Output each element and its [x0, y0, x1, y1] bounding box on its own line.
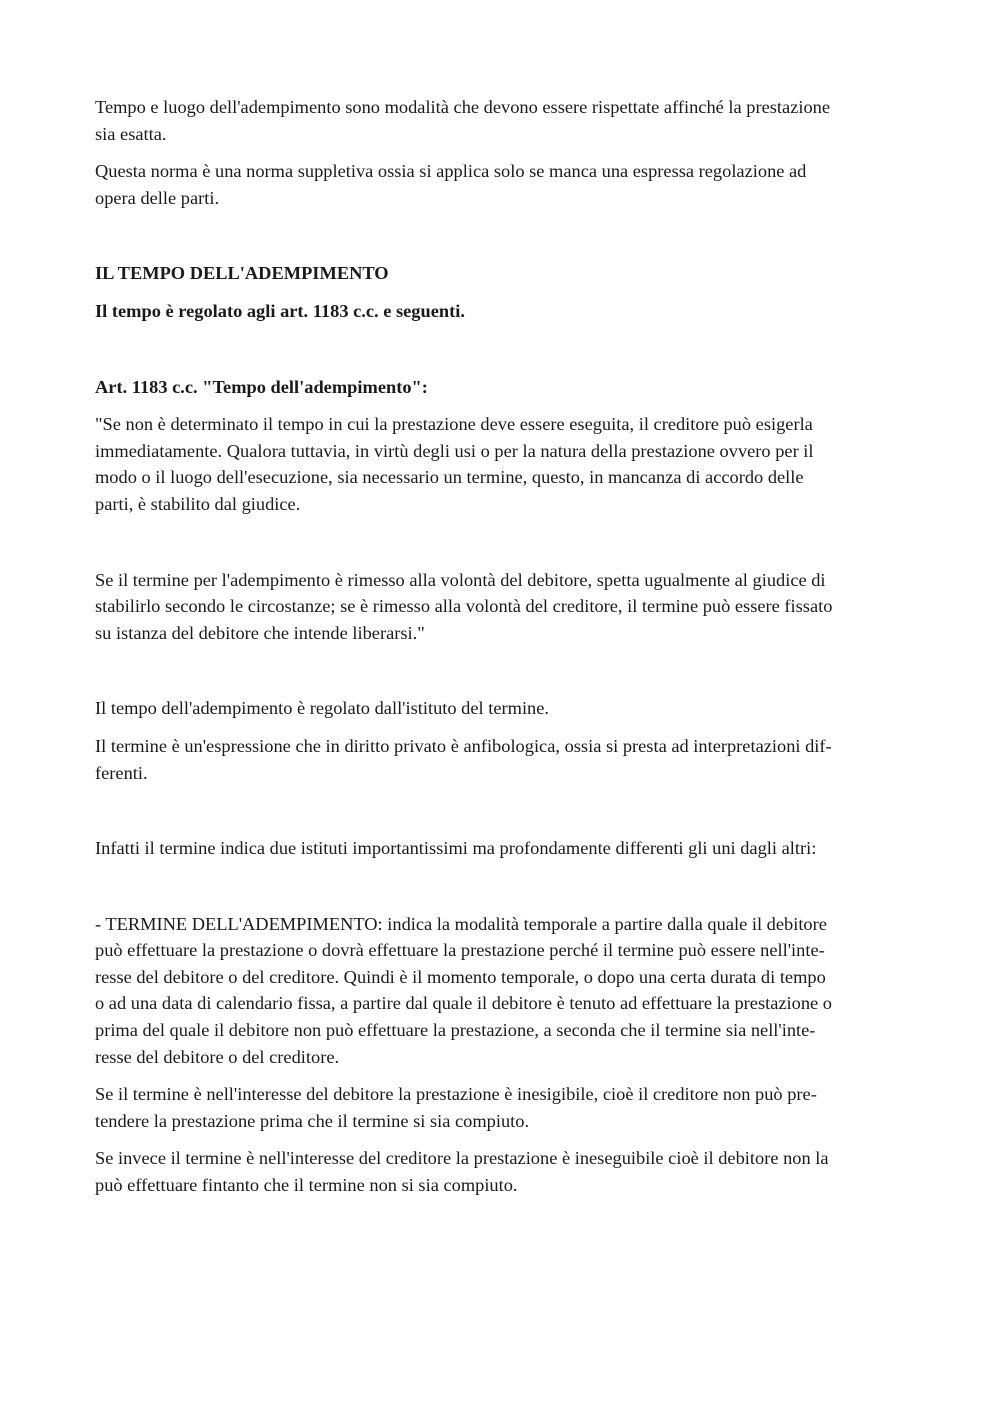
article-heading: [95, 374, 907, 401]
article-quote-paragraph-2: [95, 567, 907, 647]
text-line: ferenti.: [95, 762, 148, 783]
text-line: sia esatta.: [95, 123, 167, 144]
body-paragraph-interesse-creditore: [95, 1145, 907, 1198]
text-line: Il termine è un'espressione che in diritto privato è anfibologica, ossia si presta ad interpretazioni dif-: [95, 735, 832, 756]
text-line: tendere la prestazione prima che il termine si sia compiuto.: [95, 1110, 530, 1131]
text-line: Infatti il termine indica due istituti importantissimi ma profondamente differenti gli uni dagli altri:: [95, 838, 817, 859]
text-line: opera delle parti.: [95, 187, 220, 208]
body-paragraph-termine-intro: [95, 695, 907, 722]
text-line: Se invece il termine è nell'interesse del creditore la prestazione è ineseguibile cioè il debitore non la: [95, 1148, 829, 1169]
text-line: Tempo e luogo dell'adempimento sono modalità che devono essere rispettate affinché la prestazione: [95, 97, 831, 117]
intro-paragraph-2: [95, 158, 907, 211]
text-line: Il tempo dell'adempimento è regolato dall'istituto del termine.: [95, 698, 550, 719]
text-line: Art. 1183 c.c. "Tempo dell'adempimento":: [95, 376, 428, 397]
text-line: IL TEMPO DELL'ADEMPIMENTO: [95, 263, 389, 284]
document-body: [95, 94, 907, 1199]
section-heading: [95, 260, 907, 287]
text-line: immediatamente. Qualora tuttavia, in virtù degli usi o per la natura della prestazione ovvero per il: [95, 440, 814, 461]
section-subheading: [95, 298, 907, 325]
text-line: può effettuare la prestazione o dovrà effettuare la prestazione perché il termine può essere nell'inte-: [95, 940, 825, 961]
text-line: Il tempo è regolato agli art. 1183 c.c. e seguenti.: [95, 300, 465, 321]
text-line: Questa norma è una norma suppletiva ossia si applica solo se manca una espressa regolazione ad: [95, 161, 807, 182]
text-line: modo o il luogo dell'esecuzione, sia necessario un termine, questo, in mancanza di accordo delle: [95, 467, 804, 488]
body-paragraph-anfibologica: [95, 733, 907, 786]
text-line: "Se non è determinato il tempo in cui la prestazione deve essere eseguita, il creditore può esigerla: [95, 414, 813, 435]
text-line: prima del quale il debitore non può effettuare la prestazione, a seconda che il termine sia nell'inte-: [95, 1020, 816, 1041]
text-line: resse del debitore o del creditore.: [95, 1046, 340, 1067]
text-line: Se il termine è nell'interesse del debitore la prestazione è inesigibile, cioè il creditore non può pre-: [95, 1084, 817, 1105]
intro-paragraph-1: [95, 94, 907, 147]
text-line: può effettuare fintanto che il termine non si sia compiuto.: [95, 1175, 518, 1196]
text-line: stabilirlo secondo le circostanze; se è rimesso alla volontà del creditore, il termine può essere fissato: [95, 596, 833, 617]
text-line: su istanza del debitore che intende liberarsi.": [95, 622, 425, 643]
text-line: - TERMINE DELL'ADEMPIMENTO: indica la modalità temporale a partire dalla quale il debitore: [95, 913, 827, 934]
body-paragraph-infatti: [95, 835, 907, 862]
article-quote-paragraph-1: [95, 411, 907, 517]
body-paragraph-termine-adempimento: [95, 911, 907, 1071]
text-line: o ad una data di calendario fissa, a partire dal quale il debitore è tenuto ad effettuare la prestazione o: [95, 993, 832, 1014]
text-line: parti, è stabilito dal giudice.: [95, 493, 301, 514]
text-line: Se il termine per l'adempimento è rimesso alla volontà del debitore, spetta ugualmente al giudice di: [95, 569, 826, 590]
text-line: resse del debitore o del creditore. Quindi è il momento temporale, o dopo una certa durata di tempo: [95, 966, 826, 987]
body-paragraph-interesse-debitore: [95, 1081, 907, 1134]
